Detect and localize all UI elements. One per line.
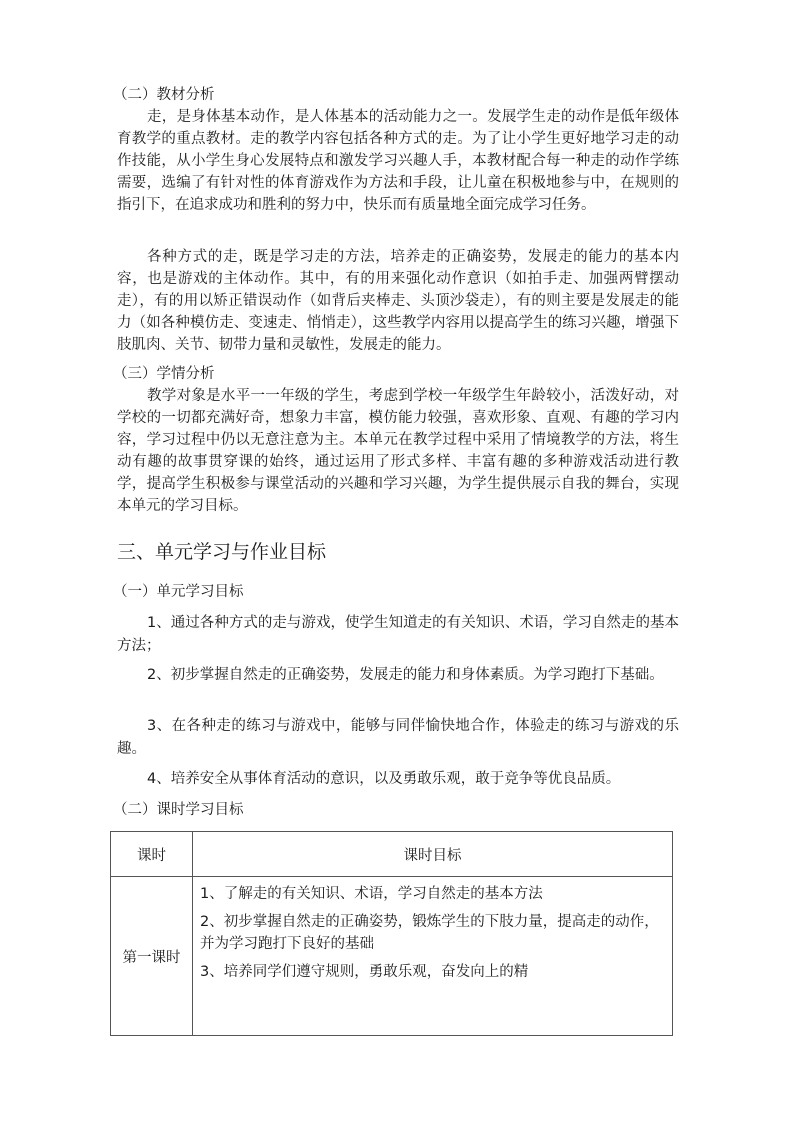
unit-goal-item-4: 4、培养安全从事体育活动的意识，以及勇敢乐观，敢于竞争等优良品质。 xyxy=(147,771,621,787)
unit-goal-item-3: 3、在各种走的练习与游戏中，能够与同伴愉快地合作，体验走的练习与游戏的乐趣。 xyxy=(117,718,679,757)
table-row xyxy=(111,877,673,1036)
paragraph-learner-analysis: 教学对象是水平一一年级的学生，考虑到学校一年级学生年龄较小，活泼好动，对学校的一切都充满好奇，想象力丰富，模仿能力较强，喜欢形象、直观、有趣的学习内容，学习过程中仍以无意注意为主。本单元在教学过程中采用了情境教学的方法，将生动有趣的故事贯穿课的始终，通过运用了形式多样、丰富有趣的多种游戏活动进行教学，提高学生积极参与课堂活动的兴趣和学习兴趣，为学生提供展示自我的舞台，实现本单元的学习目标。 xyxy=(117,388,679,514)
heading-material-analysis: （二）教材分析 xyxy=(113,87,215,103)
column-header-lesson: 课时 xyxy=(111,832,193,877)
heading-lesson-goals: （二）课时学习目标 xyxy=(113,802,244,818)
heading-unit-learning-goals: （一）单元学习目标 xyxy=(113,584,244,600)
goals-cell xyxy=(193,877,673,1036)
section-title-unit-goals: 三、单元学习与作业目标 xyxy=(117,541,327,563)
unit-goal-item-2: 2、初步掌握自然走的正确姿势，发展走的能力和身体素质。为学习跑打下基础。 xyxy=(147,667,664,683)
lesson-goal-item-2: 2、初步掌握自然走的正确姿势，锻炼学生的下肢力量，提高走的动作，并为学习跑打下良好的基础 xyxy=(200,914,659,952)
lesson-goal-item-3: 3、培养同学们遵守规则，勇敢乐观，奋发向上的精 xyxy=(200,964,529,980)
heading-learner-analysis: （三）学情分析 xyxy=(113,366,215,382)
column-header-goals: 课时目标 xyxy=(193,832,673,877)
lesson-goal-item-1: 1、了解走的有关知识、术语，学习自然走的基本方法 xyxy=(200,886,543,902)
unit-goal-item-1: 1、通过各种方式的走与游戏，使学生知道走的有关知识、术语，学习自然走的基本方法； xyxy=(117,615,679,654)
lesson-goals-table xyxy=(110,831,673,1036)
paragraph-material-analysis-1: 走，是身体基本动作，是人体基本的活动能力之一。发展学生走的动作是低年级体育教学的重点教材。走的教学内容包括各种方式的走。为了让小学生更好地学习走的动作技能，从小学生身心发展特点和激发学习兴趣人手，本教材配合每一种走的动作学练需要，选编了有针对性的体育游戏作为方法和手段，让儿童在积极地参与中，在规则的指引下，在追求成功和胜利的努力中，快乐而有质量地全面完成学习任务。 xyxy=(117,109,679,213)
paragraph-material-analysis-2: 各种方式的走，既是学习走的方法，培养走的正确姿势，发展走的能力的基本内容，也是游戏的主体动作。其中，有的用来强化动作意识（如拍手走、加强两臂摆动走），有的用以矫正错误动作（如背后夹棒走、头顶沙袋走），有的则主要是发展走的能力（如各种模仿走、变速走、悄悄走），这些教学内容用以提高学生的练习兴趣，增强下肢肌肉、关节、韧带力量和灵敏性，发展走的能力。 xyxy=(117,249,679,353)
table-header-row xyxy=(111,832,673,877)
lesson-cell: 第一课时 xyxy=(111,877,193,1036)
